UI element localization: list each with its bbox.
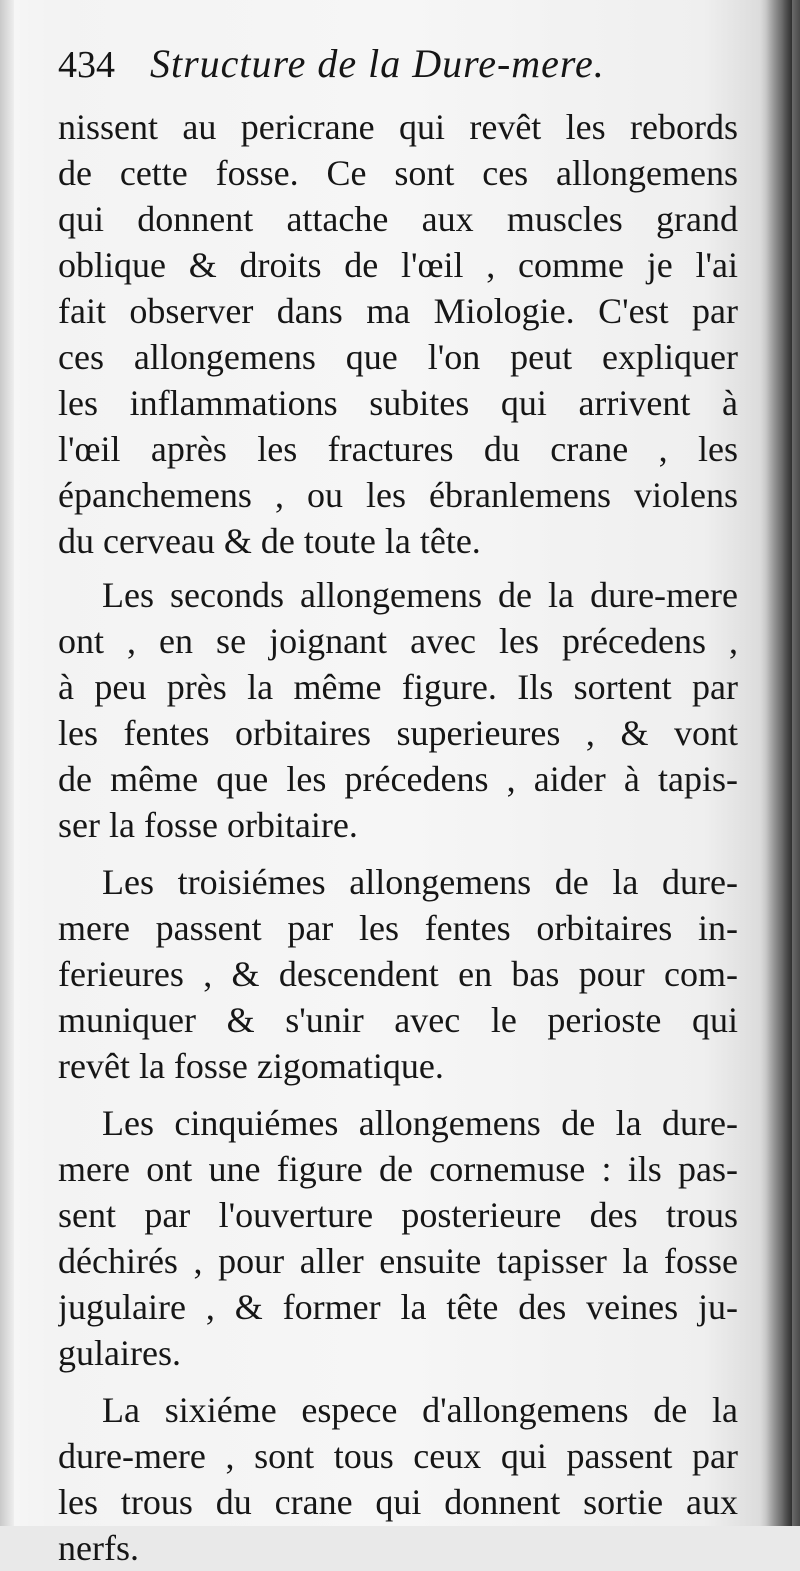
text-line: l'œil après les fractures du crane , les	[58, 429, 738, 469]
running-title: Structure de la Dure-mere.	[150, 41, 605, 86]
text-line: de même que les précedens , aider à tapis-	[58, 759, 738, 799]
text-line: nerfs.	[58, 1528, 139, 1568]
text-line: les fentes orbitaires superieures , & vont	[58, 713, 738, 753]
text-line: ferieures , & descendent en bas pour com-	[58, 954, 738, 994]
text-line: de cette fosse. Ce sont ces allongemens	[58, 153, 738, 193]
text-line: ces allongemens que l'on peut expliquer	[58, 337, 738, 377]
text-line: jugulaire , & former la tête des veines ju-	[58, 1287, 738, 1327]
text-line: Les seconds allongemens de la dure-mere	[102, 575, 738, 615]
text-line: Les cinquiémes allongemens de la dure-	[102, 1103, 738, 1143]
text-line: muniquer & s'unir avec le perioste qui	[58, 1000, 738, 1040]
text-line: gulaires.	[58, 1333, 181, 1373]
page-header	[58, 40, 738, 104]
text-line: mere ont une figure de cornemuse : ils pas-	[58, 1149, 738, 1189]
text-line: Les troisiémes allongemens de la dure-	[102, 862, 738, 902]
text-line: les inflammations subites qui arrivent à	[58, 383, 738, 423]
text-line: ser la fosse orbitaire.	[58, 805, 358, 845]
page-gutter	[0, 0, 14, 1526]
text-line: ont , en se joignant avec les précedens ,	[58, 621, 738, 661]
text-line: La sixiéme espece d'allongemens de la	[102, 1390, 738, 1430]
paragraph-5	[58, 1387, 738, 1571]
text-line: à peu près la même figure. Ils sortent par	[58, 667, 738, 707]
text-line: mere passent par les fentes orbitaires in-	[58, 908, 738, 948]
text-line: fait observer dans ma Miologie. C'est par	[58, 291, 738, 331]
paragraph-4	[58, 1100, 738, 1376]
text-line: dure-mere , sont tous ceux qui passent par	[58, 1436, 738, 1476]
text-line: qui donnent attache aux muscles grand	[58, 199, 738, 239]
text-line: oblique & droits de l'œil , comme je l'ai	[58, 245, 738, 285]
page-number: 434	[58, 44, 115, 86]
text-line: déchirés , pour aller ensuite tapisser la fosse	[58, 1241, 738, 1281]
text-line: revêt la fosse zigomatique.	[58, 1046, 444, 1086]
paragraph-3	[58, 859, 738, 1089]
page-edge-shadow	[766, 0, 792, 1526]
text-block	[58, 40, 738, 1571]
text-line: du cerveau & de toute la tête.	[58, 521, 481, 561]
text-line: sent par l'ouverture posterieure des trous	[58, 1195, 738, 1235]
paragraph-2	[58, 572, 738, 848]
text-line: épanchemens , ou les ébranlemens violens	[58, 475, 738, 515]
text-line: nissent au pericrane qui revêt les rebords	[58, 107, 738, 147]
paragraph-1	[58, 104, 738, 564]
text-line: les trous du crane qui donnent sortie aux	[58, 1482, 738, 1522]
